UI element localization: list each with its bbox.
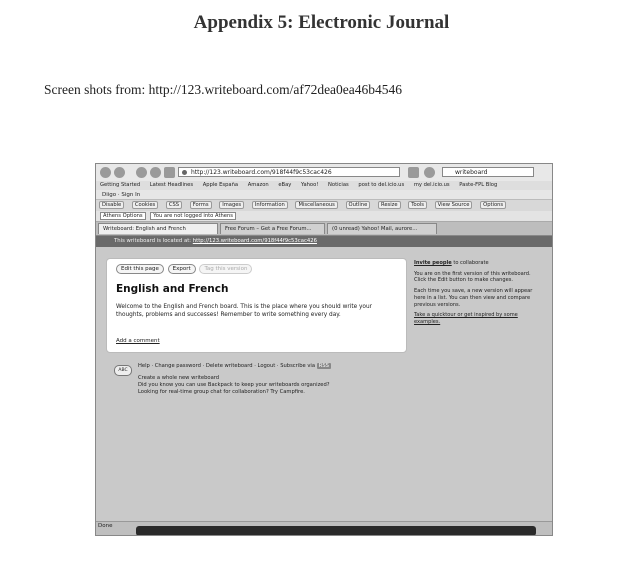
- footer-link-list[interactable]: Help · Change password · Delete writeboard · Logout · Subscribe via: [138, 363, 316, 369]
- tab-free-forum[interactable]: Free Forum – Get a Free Forum...: [220, 223, 325, 234]
- writeboard-title: English and French: [116, 283, 229, 295]
- bookmark-item[interactable]: Latest Headlines: [149, 182, 194, 188]
- devbar-item[interactable]: View Source: [435, 201, 473, 209]
- tab-yahoo-mail[interactable]: (0 unread) Yahoo! Mail, aurore...: [327, 223, 437, 234]
- browser-navbar: [96, 164, 552, 182]
- invite-suffix: to collaborate: [451, 260, 489, 266]
- devbar-item[interactable]: Outline: [346, 201, 371, 209]
- devbar-item[interactable]: Miscellaneous: [295, 201, 337, 209]
- toolbar-icon[interactable]: [424, 167, 435, 178]
- bookmark-item[interactable]: Yahoo!: [301, 182, 319, 188]
- reload-icon[interactable]: [136, 167, 147, 178]
- devbar-item[interactable]: Forms: [190, 201, 212, 209]
- location-banner: [96, 236, 552, 247]
- tab-writeboard[interactable]: Writeboard: English and French: [98, 223, 218, 234]
- search-value: writeboard: [455, 169, 488, 176]
- bookmark-item[interactable]: Apple España: [202, 182, 239, 188]
- create-writeboard-line[interactable]: Create a whole new writeboard: [138, 375, 220, 381]
- location-text: This writeboard is located at:: [114, 238, 192, 244]
- invite-line: [414, 260, 539, 267]
- writeboard-card: [106, 258, 407, 353]
- sidebar-save-note: Each time you save, a new version will appear here in a list. You can then view and compare previous versions.: [414, 288, 533, 308]
- devbar-item[interactable]: Images: [219, 201, 244, 209]
- backpack-line: Did you know you can use Backpack to keep your writeboards organized?: [138, 382, 330, 388]
- tab-strip: [96, 222, 552, 236]
- invite-link[interactable]: Invite people: [414, 260, 452, 266]
- athens-status: You are not logged into Athens: [150, 212, 236, 220]
- bookmark-item[interactable]: eBay: [278, 182, 292, 188]
- bookmark-item[interactable]: my del.icio.us: [413, 182, 450, 188]
- rss-icon[interactable]: RSS: [318, 363, 329, 369]
- status-text: Done: [98, 523, 113, 529]
- devbar-item[interactable]: Cookies: [132, 201, 158, 209]
- edit-button[interactable]: Edit this page: [116, 264, 164, 274]
- bookmark-item[interactable]: post to del.icio.us: [358, 182, 405, 188]
- stop-icon[interactable]: [150, 167, 161, 178]
- export-button[interactable]: Export: [168, 264, 196, 274]
- writeboard-body: Welcome to the English and French board. This is the place where you should write your thoughts, problems and successes! Remember to write something every day.: [116, 304, 373, 318]
- writeboard-actions: [116, 264, 254, 274]
- dark-artifact: [136, 526, 536, 536]
- sidebar-quicktour-link[interactable]: Take a quicktour or get inspired by some examples.: [414, 312, 518, 325]
- forward-icon[interactable]: [114, 167, 125, 178]
- tag-version-button[interactable]: Tag this version: [199, 264, 252, 274]
- diigo-toolbar: [96, 190, 552, 200]
- athens-options-button[interactable]: Athens Options: [100, 212, 146, 220]
- back-icon[interactable]: [100, 167, 111, 178]
- favicon-icon: [182, 170, 187, 175]
- address-value: http://123.writeboard.com/918f44f9c53cac426: [191, 169, 332, 176]
- location-link[interactable]: http://123.writeboard.com/918f44f9c53cac426: [192, 238, 317, 244]
- intro-text: Screen shots from: http://123.writeboard.com/af72dea0ea46b4546: [44, 82, 403, 97]
- spellcheck-badge[interactable]: ABC: [114, 365, 132, 376]
- devbar-item[interactable]: Resize: [378, 201, 401, 209]
- address-bar[interactable]: [178, 167, 400, 177]
- athens-toolbar: [96, 211, 552, 222]
- devbar-item[interactable]: CSS: [166, 201, 182, 209]
- devbar-item[interactable]: Disable: [99, 201, 124, 209]
- sidebar: [414, 260, 539, 330]
- devbar-item[interactable]: Options: [480, 201, 506, 209]
- appendix-heading: Appendix 5: Electronic Journal: [193, 12, 450, 33]
- campfire-line: Looking for real-time group chat for collaboration? Try Campfire.: [138, 389, 305, 395]
- bookmark-item[interactable]: Getting Started: [100, 182, 141, 188]
- devbar-item[interactable]: Information: [252, 201, 288, 209]
- go-icon[interactable]: [408, 167, 419, 178]
- bookmark-item[interactable]: Amazon: [247, 182, 269, 188]
- footer-links: [138, 363, 331, 370]
- search-box[interactable]: [442, 167, 534, 177]
- diigo-signin[interactable]: Diigo · Sign In: [102, 192, 141, 198]
- home-icon[interactable]: [164, 167, 175, 178]
- bookmark-item[interactable]: Noticias: [328, 182, 349, 188]
- sidebar-version-note: You are on the first version of this writeboard. Click the Edit button to make changes.: [414, 270, 531, 284]
- add-comment-link[interactable]: Add a comment: [116, 338, 160, 344]
- devbar-item[interactable]: Tools: [408, 201, 427, 209]
- bookmark-item[interactable]: Paste-FPL Blog: [459, 182, 498, 188]
- browser-screenshot: [95, 163, 553, 536]
- status-bar: [96, 521, 552, 535]
